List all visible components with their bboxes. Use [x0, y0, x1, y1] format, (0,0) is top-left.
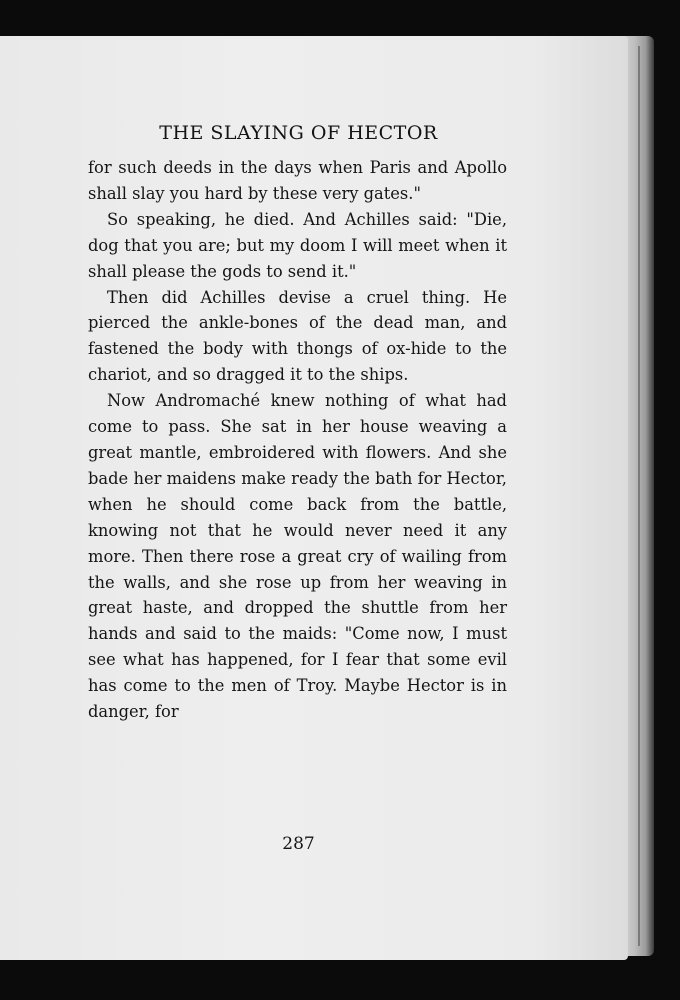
paragraph: for such deeds in the days when Paris and Apollo shall slay you hard by these very gates."	[88, 158, 507, 203]
body-text	[88, 155, 507, 725]
running-head: THE SLAYING OF HECTOR	[159, 122, 438, 144]
paragraph: Then did Achilles devise a cruel thing. He pierced the ankle-bones of the dead man, and fastened the body with thongs of ox-hide to the chariot, and so dragged it to the ships.	[88, 287, 507, 385]
paragraph: So speaking, he died. And Achilles said: "Die, dog that you are; but my doom I will meet when it shall please the gods to send it."	[88, 209, 507, 281]
paragraph: Now Andromaché knew nothing of what had come to pass. She sat in her house weaving a great mantle, embroidered with flowers. And she bade her maidens make ready the bath for Hector, when he should come back from the battle, knowing not that he would never need it any more. Then there rose a great cry of wailing from the walls, and she rose up from her weaving in great haste, and dropped the shuttle from her hands and said to the maids: "Come now, I must see what has happened, for I fear that some evil has come to the men of Troy. Maybe Hector is in danger, for	[88, 391, 507, 722]
book-page	[0, 36, 628, 960]
page-number: 287	[282, 834, 315, 854]
